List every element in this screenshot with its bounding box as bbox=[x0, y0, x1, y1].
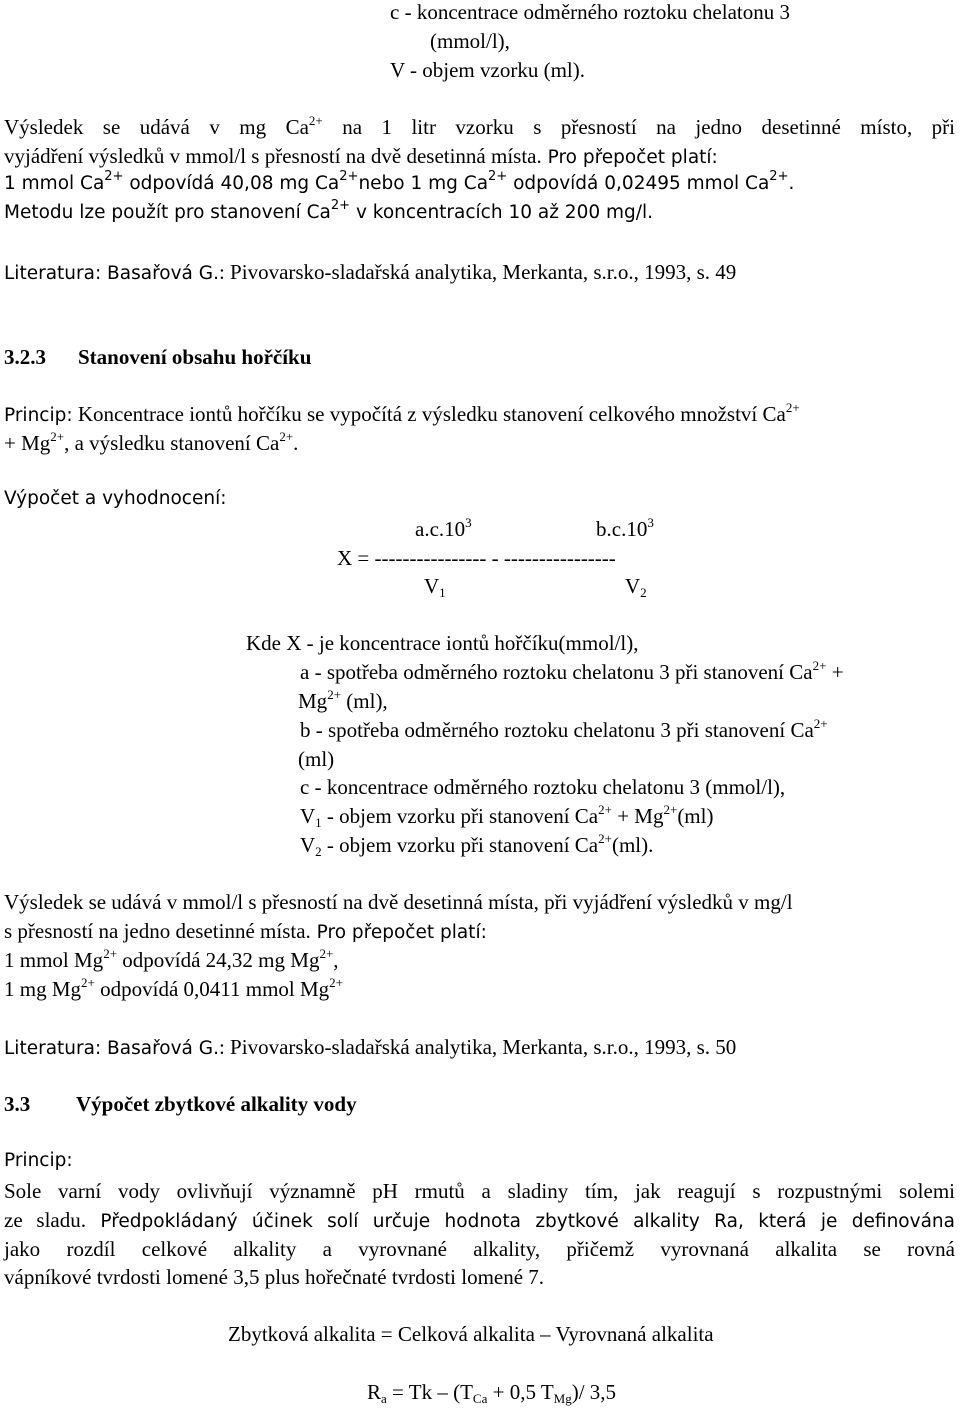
alkalinity-equation: Zbytková alkalita = Celková alkalita – Vyrovnaná alkalita bbox=[228, 1322, 714, 1346]
kde-v2: $V_2$ - objem vzorku při stanovení $Ca^{2+}(ml)$. bbox=[300, 831, 654, 859]
para2-line3: 1 mmol $Mg^{2+}$ odpovídá 24,32 mg $Mg^{2+}$, bbox=[4, 946, 339, 972]
kde-a-line2: $Mg^{2+}$ (ml), bbox=[298, 687, 388, 713]
para1-line1: Výsledek se udává v mg $Ca^{2+}$ na 1 litr vzorku s přesností na jedno desetinné místo, při bbox=[4, 113, 955, 139]
formula-equation-line: X = ---------------- - ---------------- bbox=[337, 546, 616, 570]
ra-equation: $R_a = Tk - (T_{Ca} + 0,5$ $T_{Mg})/$ 3,5 bbox=[367, 1380, 617, 1406]
para1-line4: Metodu lze použít pro stanovení $Ca^{2+}$ v koncentracích 10 až 200 mg/l. bbox=[4, 198, 654, 223]
princip-323-line2: + $Mg^{2+}$, a výsledku stanovení $Ca^{2+}$. bbox=[4, 429, 299, 455]
formula-numerator-2: $b.c.10^3$ bbox=[596, 515, 654, 541]
def-c-line2: (mmol/l), bbox=[430, 29, 510, 53]
princip-33-label: Princip: bbox=[4, 1150, 73, 1171]
para2-line2: s přesností na jedno desetinné místa. Pro přepočet platí: bbox=[4, 919, 487, 943]
para2-line1: Výsledek se udává v mmol/l s přesností na dvě desetinná místa, při vyjádření výsledků v mg/l bbox=[4, 890, 793, 914]
section-3-3-number: 3.3 bbox=[4, 1092, 31, 1116]
formula-denominator-2: $V_2$ bbox=[625, 574, 647, 600]
kde-b-line1: b - spotřeba odměrného roztoku chelatonu 3 při stanovení $Ca^{2+}$ bbox=[300, 716, 828, 742]
para1-line2: vyjádření výsledků v mmol/l s přesností na dvě desetinná místa. Pro přepočet platí: bbox=[4, 144, 718, 168]
para2-line4: 1 mg $Mg^{2+}$ odpovídá 0,0411 mmol $Mg^{2+}$ bbox=[4, 975, 344, 1001]
formula-denominator-1: $V_1$ bbox=[424, 574, 446, 600]
princip-33-line2: ze sladu. Předpokládaný účinek solí určuje hodnota zbytkové alkality Ra, která je definována bbox=[4, 1208, 955, 1232]
kde-x: Kde X - je koncentrace iontů hořčíku(mmol/l), bbox=[246, 631, 639, 655]
literature-2: Literatura: Basařová G.: Pivovarsko-sladařská analytika, Merkanta, s.r.o., 1993, s. 50 bbox=[4, 1035, 737, 1059]
princip-33-line1: Sole varní vody ovlivňují významně pH rmutů a sladiny tím, jak reagují s rozpustnými solemi bbox=[4, 1179, 955, 1203]
section-3-2-3-number: 3.2.3 bbox=[4, 345, 46, 369]
princip-33-line3: jako rozdíl celkové alkality a vyrovnané alkality, přičemž vyrovnaná alkalita se rovná bbox=[4, 1237, 955, 1261]
def-v-line: V - objem vzorku (ml). bbox=[390, 58, 585, 82]
kde-a-line1: a - spotřeba odměrného roztoku chelatonu 3 při stanovení $Ca^{2+}$ + bbox=[300, 658, 844, 684]
formula-numerator-1: $a.c.10^3$ bbox=[415, 515, 472, 541]
para1-line3: 1 mmol $Ca^{2+}$ odpovídá 40,08 mg $Ca^{2+}nebo$ 1 mg $Ca^{2+}$ odpovídá 0,02495 mmol $Ca^{2+}$. bbox=[4, 169, 795, 194]
princip-323-line1: Princip: Koncentrace iontů hořčíku se vypočítá z výsledku stanovení celkového množství $Ca^{2+}$ bbox=[4, 400, 800, 426]
kde-b-line2: (ml) bbox=[298, 747, 335, 771]
princip-33-line4: vápníkové tvrdosti lomené 3,5 plus hořečnaté tvrdosti lomené 7. bbox=[4, 1265, 545, 1289]
section-3-2-3-title: Stanovení obsahu hořčíku bbox=[78, 345, 312, 369]
literature-1: Literatura: Basařová G.: Pivovarsko-sladařská analytika, Merkanta, s.r.o., 1993, s. 49 bbox=[4, 260, 737, 284]
kde-c: c - koncentrace odměrného roztoku chelatonu 3 (mmol/l), bbox=[300, 775, 786, 799]
def-c-line1: c - koncentrace odměrného roztoku chelatonu 3 bbox=[390, 0, 790, 24]
kde-v1: $V_1$ - objem vzorku při stanovení $Ca^{2+} + Mg^{2+}(ml)$ bbox=[300, 802, 714, 830]
section-3-3-title: Výpočet zbytkové alkality vody bbox=[76, 1092, 357, 1116]
vypocet-label: Výpočet a vyhodnocení: bbox=[4, 488, 227, 509]
